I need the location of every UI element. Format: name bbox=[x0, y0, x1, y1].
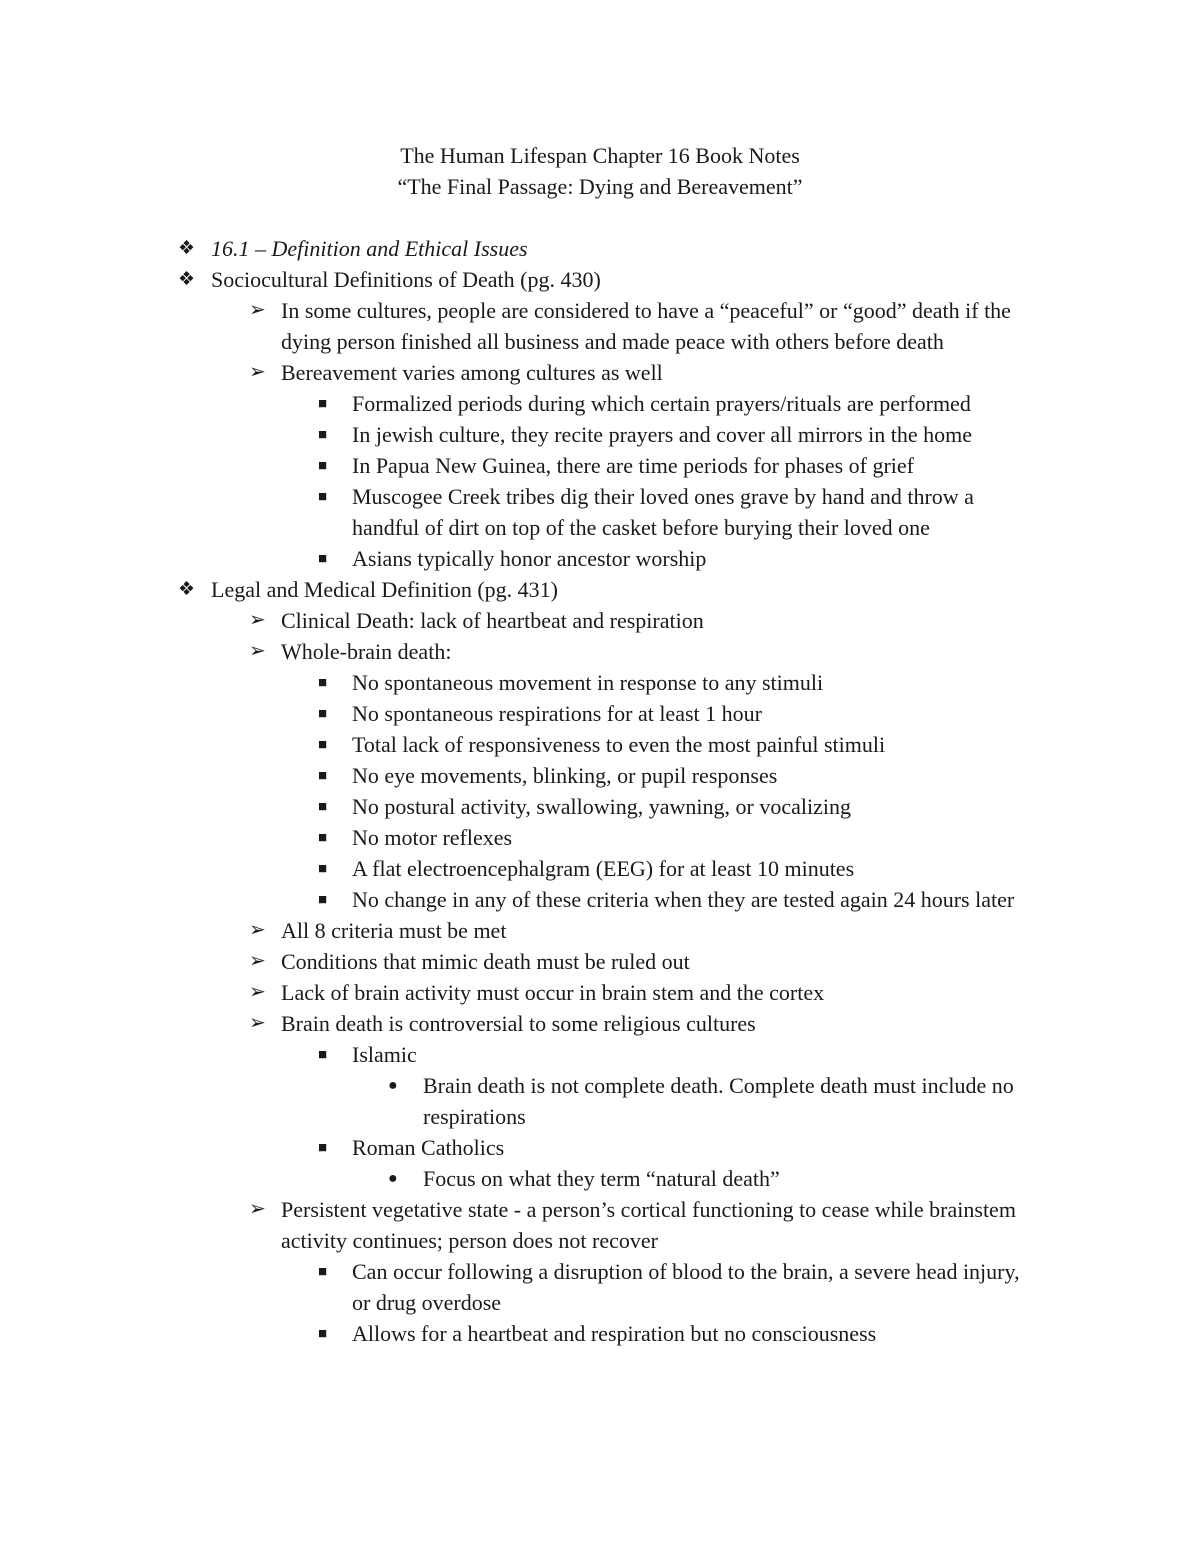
outline-item-level-3 bbox=[0, 1256, 1200, 1318]
outline-item-text: In Papua New Guinea, there are time periods for phases of grief bbox=[352, 453, 915, 478]
arrowhead-bullet-icon: ➢ bbox=[249, 299, 266, 321]
document-title bbox=[0, 140, 1200, 202]
square-bullet-icon: ■ bbox=[318, 1047, 328, 1063]
outline-item-text: Brain death is controversial to some religious cultures bbox=[281, 1011, 756, 1036]
outline-item-text: No change in any of these criteria when they are tested again 24 hours later bbox=[352, 887, 1015, 912]
outline-item-level-3 bbox=[0, 729, 1200, 760]
arrowhead-bullet-icon: ➢ bbox=[249, 609, 266, 631]
square-bullet-icon: ■ bbox=[318, 768, 328, 784]
square-bullet-icon: ■ bbox=[318, 489, 328, 505]
outline-item-level-3 bbox=[0, 884, 1200, 915]
outline-item-level-2 bbox=[0, 295, 1200, 357]
outline-item-level-3 bbox=[0, 1318, 1200, 1349]
outline-item-text: Roman Catholics bbox=[352, 1135, 505, 1160]
outline-item-level-1 bbox=[0, 233, 1200, 264]
outline-item-level-3 bbox=[0, 1132, 1200, 1163]
square-bullet-icon: ■ bbox=[318, 427, 328, 443]
outline-item-text: Total lack of responsiveness to even the most painful stimuli bbox=[352, 732, 886, 757]
outline-item-level-2 bbox=[0, 1008, 1200, 1039]
outline-item-text: No postural activity, swallowing, yawning, or vocalizing bbox=[352, 794, 851, 819]
outline-item-text: In some cultures, people are considered to have a “peaceful” or “good” death if the dying person finished all business and made peace with others before death bbox=[281, 298, 1011, 354]
title-line-1: The Human Lifespan Chapter 16 Book Notes bbox=[400, 143, 800, 168]
outline-item-text: Legal and Medical Definition (pg. 431) bbox=[211, 577, 559, 602]
arrowhead-bullet-icon: ➢ bbox=[249, 640, 266, 662]
outline-item-level-2 bbox=[0, 357, 1200, 388]
arrowhead-bullet-icon: ➢ bbox=[249, 1012, 266, 1034]
diamond-bullet-icon: ❖ bbox=[178, 269, 196, 290]
arrowhead-bullet-icon: ➢ bbox=[249, 981, 266, 1003]
arrowhead-bullet-icon: ➢ bbox=[249, 1198, 266, 1220]
outline-item-text: Sociocultural Definitions of Death (pg. 430) bbox=[211, 267, 601, 292]
square-bullet-icon: ■ bbox=[318, 675, 328, 691]
diamond-bullet-icon: ❖ bbox=[178, 238, 196, 259]
outline-item-level-3 bbox=[0, 481, 1200, 543]
square-bullet-icon: ■ bbox=[318, 892, 328, 908]
outline-item-level-4 bbox=[0, 1163, 1200, 1194]
outline-item-level-2 bbox=[0, 946, 1200, 977]
dot-bullet-icon: ● bbox=[388, 1170, 398, 1187]
outline-item-text: Muscogee Creek tribes dig their loved ones grave by hand and throw a handful of dirt on top of the casket before burying their loved one bbox=[352, 484, 974, 540]
outline-item-text: Can occur following a disruption of blood to the brain, a severe head injury, or drug overdose bbox=[352, 1259, 1020, 1315]
outline-item-level-3 bbox=[0, 791, 1200, 822]
outline-item-text: 16.1 – Definition and Ethical Issues bbox=[211, 236, 528, 261]
outline-item-level-1 bbox=[0, 264, 1200, 295]
outline-item-text: Formalized periods during which certain prayers/rituals are performed bbox=[352, 391, 971, 416]
outline-item-text: Focus on what they term “natural death” bbox=[423, 1166, 780, 1191]
outline-item-level-1 bbox=[0, 574, 1200, 605]
square-bullet-icon: ■ bbox=[318, 1140, 328, 1156]
outline-item-text: In jewish culture, they recite prayers and cover all mirrors in the home bbox=[352, 422, 973, 447]
outline-item-text: All 8 criteria must be met bbox=[281, 918, 507, 943]
outline-item-text: Conditions that mimic death must be ruled out bbox=[281, 949, 690, 974]
outline-item-text: Clinical Death: lack of heartbeat and respiration bbox=[281, 608, 704, 633]
dot-bullet-icon: ● bbox=[388, 1077, 398, 1094]
square-bullet-icon: ■ bbox=[318, 458, 328, 474]
outline-item-level-3 bbox=[0, 822, 1200, 853]
outline-item-text: No motor reflexes bbox=[352, 825, 513, 850]
outline-item-text: No eye movements, blinking, or pupil responses bbox=[352, 763, 778, 788]
square-bullet-icon: ■ bbox=[318, 396, 328, 412]
outline-item-level-2 bbox=[0, 915, 1200, 946]
square-bullet-icon: ■ bbox=[318, 799, 328, 815]
notes-outline bbox=[0, 233, 1200, 1349]
outline-item-level-3 bbox=[0, 698, 1200, 729]
outline-item-level-3 bbox=[0, 1039, 1200, 1070]
outline-item-text: Islamic bbox=[352, 1042, 417, 1067]
title-line-2: “The Final Passage: Dying and Bereavement” bbox=[397, 174, 803, 199]
square-bullet-icon: ■ bbox=[318, 1326, 328, 1342]
arrowhead-bullet-icon: ➢ bbox=[249, 950, 266, 972]
outline-item-text: Persistent vegetative state - a person’s cortical functioning to cease while brainstem activity continues; person does not recover bbox=[281, 1197, 1016, 1253]
square-bullet-icon: ■ bbox=[318, 1264, 328, 1280]
outline-item-level-3 bbox=[0, 450, 1200, 481]
outline-item-level-3 bbox=[0, 419, 1200, 450]
outline-item-level-3 bbox=[0, 388, 1200, 419]
square-bullet-icon: ■ bbox=[318, 551, 328, 567]
square-bullet-icon: ■ bbox=[318, 706, 328, 722]
outline-item-text: Asians typically honor ancestor worship bbox=[352, 546, 707, 571]
arrowhead-bullet-icon: ➢ bbox=[249, 361, 266, 383]
outline-item-text: A flat electroencephalgram (EEG) for at least 10 minutes bbox=[352, 856, 855, 881]
outline-item-text: Allows for a heartbeat and respiration but no consciousness bbox=[352, 1321, 877, 1346]
diamond-bullet-icon: ❖ bbox=[178, 579, 196, 600]
square-bullet-icon: ■ bbox=[318, 861, 328, 877]
outline-item-text: Brain death is not complete death. Complete death must include no respirations bbox=[423, 1073, 1014, 1129]
outline-item-level-2 bbox=[0, 1194, 1200, 1256]
outline-item-text: Whole-brain death: bbox=[281, 639, 452, 664]
outline-item-level-2 bbox=[0, 605, 1200, 636]
outline-item-level-3 bbox=[0, 543, 1200, 574]
outline-item-level-2 bbox=[0, 977, 1200, 1008]
outline-item-text: No spontaneous movement in response to any stimuli bbox=[352, 670, 824, 695]
outline-item-level-3 bbox=[0, 853, 1200, 884]
square-bullet-icon: ■ bbox=[318, 830, 328, 846]
square-bullet-icon: ■ bbox=[318, 737, 328, 753]
outline-item-level-3 bbox=[0, 760, 1200, 791]
arrowhead-bullet-icon: ➢ bbox=[249, 919, 266, 941]
outline-item-level-3 bbox=[0, 667, 1200, 698]
outline-item-level-2 bbox=[0, 636, 1200, 667]
outline-item-text: Lack of brain activity must occur in brain stem and the cortex bbox=[281, 980, 825, 1005]
outline-item-level-4 bbox=[0, 1070, 1200, 1132]
outline-item-text: Bereavement varies among cultures as well bbox=[281, 360, 663, 385]
outline-item-text: No spontaneous respirations for at least 1 hour bbox=[352, 701, 762, 726]
